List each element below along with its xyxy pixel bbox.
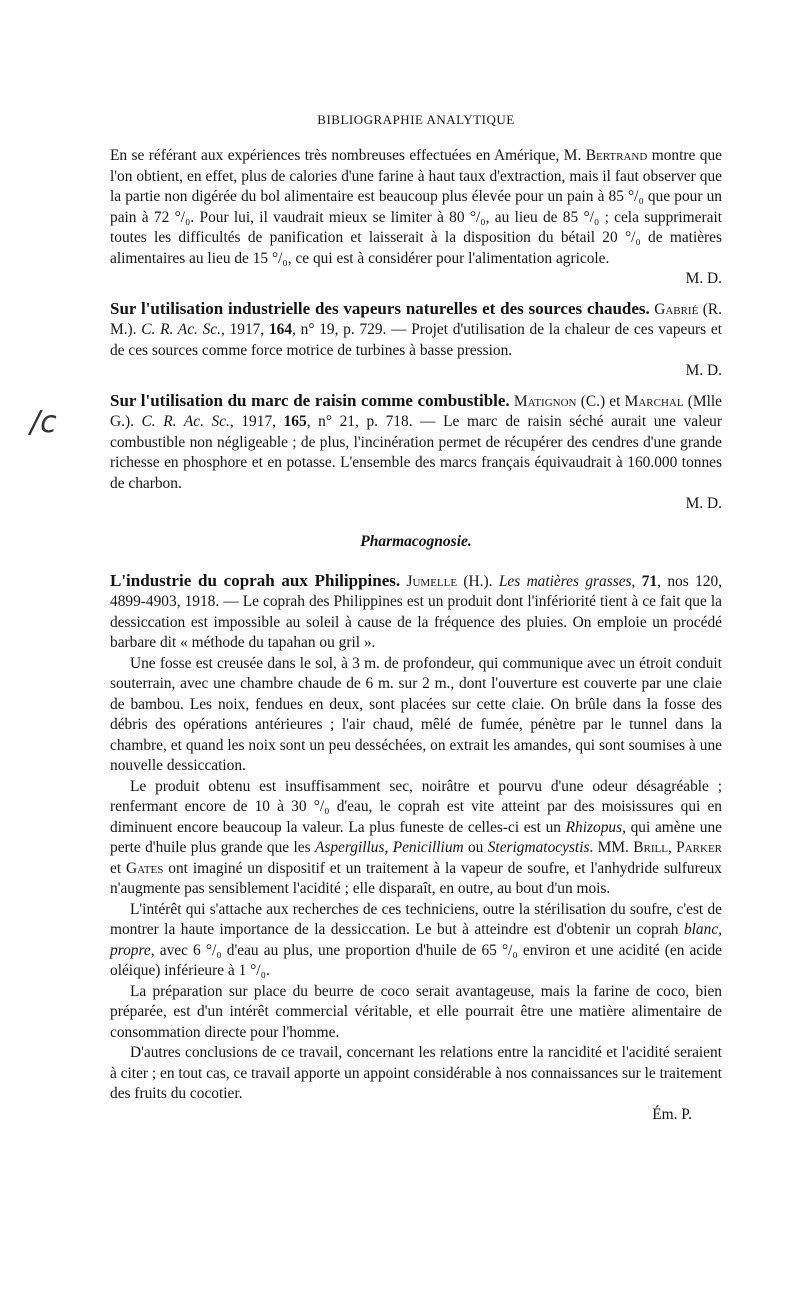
intro-paragraph: En se référant aux expériences très nombreuses effectuées en Amérique, M. Bertrand montre que l'on obtient, en effet, plus de calories d'une farine à haut taux d'extraction, mais il faut observer que la partie non digérée du bol alimentaire est beaucoup plus élevée pour un pain à 85 °/₀ que pour un pain à 72 °/₀. Pour lui, il vaudrait mieux se limiter à 80 °/₀, au lieu de 85 °/₀ ; cela supprimerait toutes les difficultés de panification et laisserait à la disposition du bétail 20 °/₀ de matières alimentaires au lieu de 15 °/₀, ce qui est à considérer pour l'alimentation agricole.: [110, 147, 722, 267]
author-name: Marchal: [624, 392, 684, 410]
author-name: Jumelle: [406, 572, 458, 590]
author-name: Bertrand: [585, 147, 648, 164]
volume-number: 71: [641, 572, 658, 590]
page: [110, 112, 722, 1125]
author-name: Matignon: [513, 392, 577, 410]
entry-title: Sur l'utilisation du marc de raisin comme combustible.: [110, 390, 510, 410]
body-paragraph: Une fosse est creusée dans le sol, à 3 m. de profondeur, qui communique avec un étroit conduit souterrain, avec une chambre chaude de 6 m. sur 2 m., dont l'ouverture est couverte par une claie de bambou. Les noix, fendues en deux, sont placées sur cette claie. On brûle dans la fosse des débris des opérations antérieures ; l'air chaud, mêlé de fumée, pénètre par le tunnel dans la chambre, et quand les noix sont un peu desséchées, on extrait les amandes, qui sont soumises à une nouvelle dessiccation.: [110, 654, 722, 774]
running-head: BIBLIOGRAPHIE ANALYTIQUE: [317, 112, 515, 127]
signature: M. D.: [685, 362, 722, 379]
species-name: Penicillium: [392, 839, 464, 856]
handwritten-margin-note: /c: [30, 405, 57, 440]
species-name: Aspergillus: [314, 839, 385, 856]
body-paragraph: D'autres conclusions de ce travail, concernant les relations entre la rancidité et l'acidité seraient à citer ; en tout cas, ce travail apporte un appoint considérable à nos connaissances sur le traitement des fruits du cocotier.: [110, 1044, 722, 1102]
body-paragraph: L'intérêt qui s'attache aux recherches de ces techniciens, outre la stérilisation du soufre, c'est de montrer la haute importance de la dessiccation. Le but à atteindre est d'obtenir un coprah blanc, propre, avec 6 °/₀ d'eau au plus, une proportion d'huile de 65 °/₀ environ et une acidité (en acide oléique) inférieure à 1 °/₀.: [110, 900, 722, 979]
volume-number: 164: [268, 321, 293, 338]
entry-marc: [110, 391, 722, 515]
body-paragraph: La préparation sur place du beurre de coco serait avantageuse, mais la farine de coco, bien préparée, est d'un intérêt commercial véritable, et elle pourrait être une matière alimentaire de consommation directe pour l'homme.: [110, 982, 722, 1041]
author-name: Parker: [676, 839, 723, 856]
signature: M. D.: [685, 495, 722, 512]
journal-name: C. R. Ac. Sc.: [136, 321, 221, 338]
author-name: Gates: [126, 859, 164, 877]
signature: M. D.: [685, 270, 722, 287]
volume-number: 165: [283, 413, 307, 430]
species-name: Sterigmatocystis: [487, 839, 590, 856]
journal-name: Les matières grasses: [498, 572, 632, 590]
entry-vapeurs: [110, 299, 722, 382]
signature: Ém. P.: [652, 1105, 692, 1123]
entry-paragraph: L'industrie du coprah aux Philippines. Jumelle (H.). Les matières grasses, 71, nos 120, 4899-4903, 1918. — Le coprah des Philippines est un produit dont l'infériorité tient à ce fait que la dessiccation est impossible au soleil à cause de la fréquence des pluies. On emploie un procédé barbare dit « méthode du tapahan ou gril ».: [110, 570, 723, 651]
entry-paragraph: Sur l'utilisation industrielle des vapeurs naturelles et des sources chaudes. Gabrié (R. M.). C. R. Ac. Sc., 1917, 164, n° 19, p. 729. — Projet d'utilisation de la chaleur de ces vapeurs et de ces sources comme force motrice de turbines à basse pression.: [110, 298, 723, 359]
species-name: Rhizopus: [565, 818, 623, 836]
entry-title: L'industrie du coprah aux Philippines.: [110, 570, 401, 590]
section-title: Pharmacognosie.: [360, 532, 472, 550]
journal-name: C. R. Ac. Sc.: [133, 413, 230, 430]
entry-title: Sur l'utilisation industrielle des vapeurs naturelles et des sources chaudes.: [110, 298, 650, 318]
entry-paragraph: Sur l'utilisation du marc de raisin comme combustible. Matignon (C.) et Marchal (Mlle G.). C. R. Ac. Sc., 1917, 165, n° 21, p. 718. — Le marc de raisin séché aurait une valeur combustible non négligeable ; de plus, l'incinération permet de récupérer des cendres d'une grande richesse en phosphore et en potasse. L'ensemble des marcs français équivaudrait à 160.000 tonnes de charbon.: [110, 390, 722, 492]
author-name: Gabrié: [654, 300, 699, 318]
entry-coprah: [110, 571, 722, 1126]
emphasis: blanc, propre: [110, 921, 722, 959]
author-name: Brill: [633, 839, 668, 856]
body-paragraph: Le produit obtenu est insuffisamment sec, noirâtre et pourvu d'une odeur désagréable ; renfermant encore de 10 à 30 °/₀ d'eau, le coprah est vite atteint par des moisissures qui en diminuent encore beaucoup la valeur. La plus funeste de celles-ci est un Rhizopus, qui amène une perte d'huile plus grande que les Aspergillus, Penicillium ou Sterigmatocystis. MM. Brill, Parker et Gates ont imaginé un dispositif et un traitement à la vapeur de soufre, et l'anhydride sulfureux n'augmente pas sensiblement l'acidité ; elle disparaît, en outre, au bout d'un mois.: [110, 777, 723, 897]
